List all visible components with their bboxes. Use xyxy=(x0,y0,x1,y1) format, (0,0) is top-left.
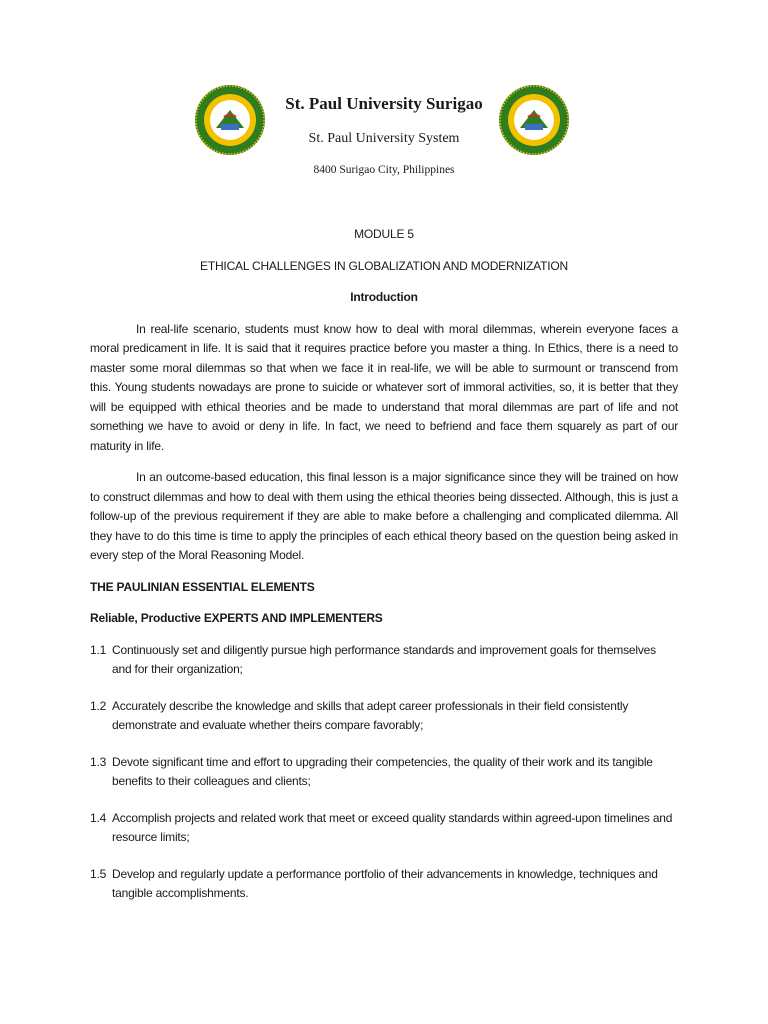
list-item-number: 1.2 xyxy=(90,698,107,713)
list-item xyxy=(90,641,678,680)
list-item-text: Develop and regularly update a performance portfolio of their advancements in knowledge, techniques and tangible accomplishments. xyxy=(112,866,658,900)
intro-paragraph-2: In an outcome-based education, this final lesson is a major significance since they will be trained on how to construct dilemmas and how to deal with them using the ethical theories being dissected. Although, this is just a follow-up of the previous requirement if they are able to make before a challenging and complicated dilemma. All they have to do this time is time to apply the principles of each ethical theory based on the question being asked in every step of the Moral Reasoning Model. xyxy=(90,470,678,562)
document-body xyxy=(90,225,678,921)
list-item-text: Continuously set and diligently pursue high performance standards and improvement goals for themselves and for their organization; xyxy=(112,642,656,676)
intro-paragraph-1: In real-life scenario, students must know how to deal with moral dilemmas, wherein everyone faces a moral predicament in life. It is said that it requires practice before you master a thing. In Ethics, there is a need to master some moral dilemmas so that when we face it in real-life, we will be able to surmount or transcend from this. Young students nowadays are prone to suicide or whatever sort of immoral activities, so, it is better that they will be equipped with ethical theories and be made to understand that moral dilemmas are part of life and not something we have to avoid or deny in life. In fact, we need to befriend and face them squarely as part of our maturity in life. xyxy=(90,321,678,453)
elements-list xyxy=(90,641,678,904)
list-item-text: Accomplish projects and related work that meet or exceed quality standards within agreed-upon timelines and resource limits; xyxy=(112,810,673,844)
university-seal-left xyxy=(194,84,266,156)
list-item-number: 1.4 xyxy=(90,810,107,825)
list-item xyxy=(90,697,678,736)
list-item-number: 1.3 xyxy=(90,754,107,769)
list-item xyxy=(90,865,678,904)
essential-elements-heading: THE PAULINIAN ESSENTIAL ELEMENTS xyxy=(90,579,315,594)
module-title: ETHICAL CHALLENGES IN GLOBALIZATION AND MODERNIZATION xyxy=(200,258,568,273)
list-item-number: 1.5 xyxy=(90,866,107,881)
list-item-text: Accurately describe the knowledge and skills that adept career professionals in their field consistently demonstrate and evaluate whether theirs compare favorably; xyxy=(112,698,629,732)
university-name: St. Paul University Surigao xyxy=(285,94,483,113)
university-system: St. Paul University System xyxy=(308,131,460,146)
introduction-heading: Introduction xyxy=(350,290,418,304)
list-item-number: 1.1 xyxy=(90,642,107,657)
list-item-text: Devote significant time and effort to upgrading their competencies, the quality of their work and its tangible benefits to their colleagues and clients; xyxy=(112,754,653,788)
list-item xyxy=(90,753,678,792)
experts-subheading: Reliable, Productive EXPERTS AND IMPLEMENTERS xyxy=(90,611,383,625)
university-seal-right xyxy=(498,84,570,156)
list-item xyxy=(90,809,678,848)
module-number: MODULE 5 xyxy=(354,227,414,241)
university-address: 8400 Surigao City, Philippines xyxy=(313,164,455,176)
